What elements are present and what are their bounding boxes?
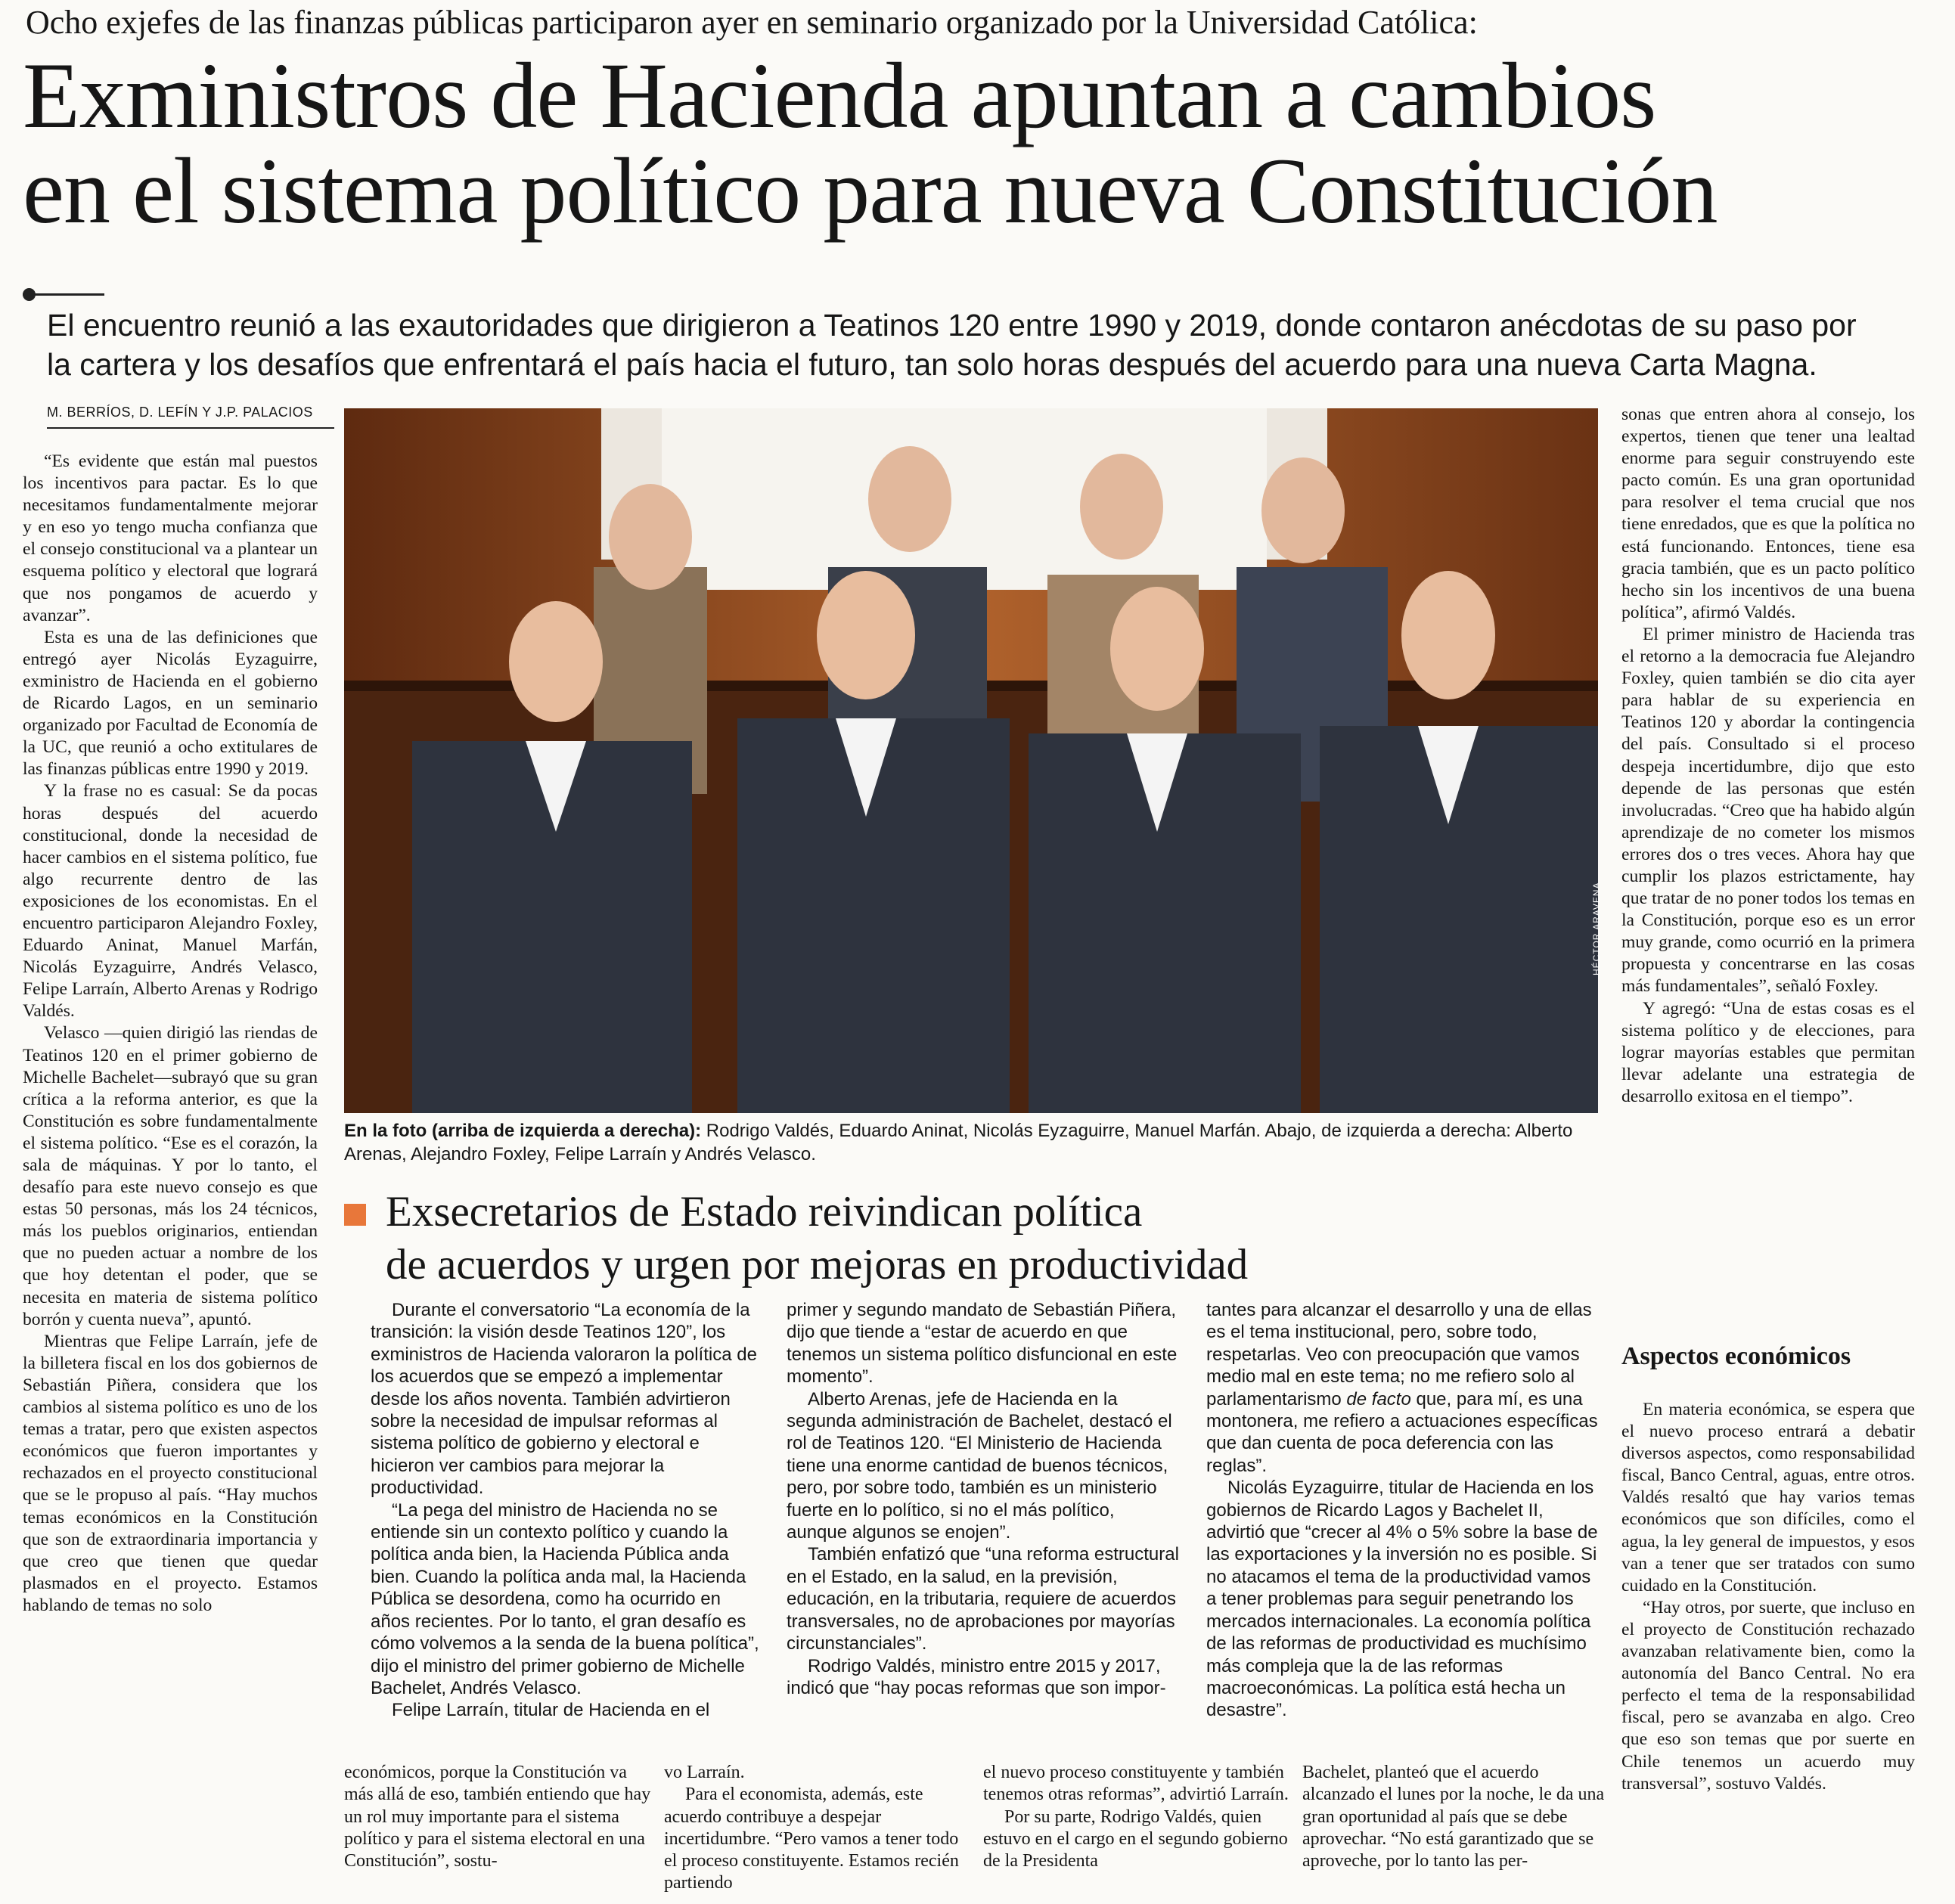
kicker: Ocho exjefes de las finanzas públicas participaron ayer en seminario organizado por la Universidad Católica: [26, 4, 1478, 41]
bullet-dot [23, 288, 36, 301]
box-title-line-2: de acuerdos y urgen por mejoras en productividad [386, 1241, 1249, 1288]
paragraph: “La pega del ministro de Hacienda no se entiende sin un contexto político y cuando la política anda bien, la Hacienda Pública anda bien. Cuando la política anda mal, la Hacienda Pública se desordena, como ha ocurrido en años recientes. Por lo tanto, el gran desafío es cómo volvemos a la senda de la buena política”, dijo el ministro del primer gobierno de Michelle Bachelet, Andrés Velasco. [371, 1499, 759, 1698]
paragraph: Y la frase no es casual: Se da pocas horas después del acuerdo constitucional, donde la necesidad de hacer cambios en el sistema político, fue algo recurrente dentro de las exposiciones de los economistas. En el encuentro participaron Alejandro Foxley, Eduardo Aninat, Manuel Marfán, Nicolás Eyzaguirre, Andrés Velasco, Felipe Larraín, Alberto Arenas y Rodrigo Valdés. [23, 781, 318, 1022]
caption-text: Rodrigo Valdés, Eduardo Aninat, Nicolás Eyzaguirre, Manuel Marfán. Abajo, de izquierda a derecha: Alberto Arenas, Alejandro Foxley, Felipe Larraín y Andrés Velasco. [344, 1121, 1573, 1164]
text-run: que, para mí, es una montonera, me refiero a actuaciones específicas que dan cuenta de poca deferencia con las reglas”. [1206, 1388, 1598, 1476]
subhead-aspectos-economicos: Aspectos económicos [1621, 1342, 1851, 1370]
paragraph: “Hay otros, por suerte, que incluso en el proyecto de Constitución rechazado avanzaban relativamente bien, como la autonomía del Banco Central. No era perfecto el tema de la responsabilidad fiscal, pero se avanzaba en algo. Creo que eso son temas que por suerte en Chile tenemos un acuerdo muy transversal”, sostuvo Valdés. [1621, 1597, 1915, 1794]
paragraph: También enfatizó que “una reforma estructural en el Estado, en la salud, en la previsión, educación, en la tributaria, requiere de acuerdos transversales, no de aprobaciones por mayorías circunstanciales”. [787, 1544, 1179, 1654]
byline: M. BERRÍOS, D. LEFÍN Y J.P. PALACIOS [47, 405, 313, 420]
column-1 [23, 451, 318, 1617]
box-column-2 [787, 1299, 1180, 1699]
caption-label: En la foto (arriba de izquierda a derecha): [344, 1121, 702, 1141]
photo-illustration [344, 408, 1598, 1113]
text-run: tantes para alcanzar el desarrollo y una de ellas es el tema institucional, pero, sobre todo, respetarlas. Veo con preocupación que vamos medio mal en este tema; no me refiero solo al parlamentarismo [1206, 1300, 1592, 1409]
paragraph: En materia económica, se espera que el nuevo proceso entrará a debatir diversos aspectos, como responsabilidad fiscal, Banco Central, aguas, entre otros. Valdés resaltó que hay varios temas económicos que son difíciles, como el agua, la ley general de impuestos, y esos van a tener que ser tratados con sumo cuidado en la Constitución. [1621, 1400, 1915, 1595]
column-6 [1621, 404, 1915, 1108]
headline-line-1: Exministros de Hacienda apuntan a cambios [23, 44, 1656, 147]
box-column-1 [371, 1299, 764, 1722]
paragraph: “Es evidente que están mal puestos los incentivos para pactar. Es lo que necesitamos fundamentalmente mejorar y en eso yo tengo mucha confianza que el consejo constitucional va a plantear un esquema político y electoral que logrará que nos pongamos de acuerdo y avanzar”. [23, 451, 318, 625]
lead-line-1: El encuentro reunió a las exautoridades que dirigieron a Teatinos 120 entre 1990 y 2019, donde contaron anécdotas de su paso por [47, 308, 1857, 343]
headline-line-2: en el sistema político para nueva Constitución [23, 139, 1718, 243]
lead [47, 305, 1907, 384]
byline-rule [47, 427, 334, 429]
paragraph [1206, 1299, 1600, 1477]
paragraph: Felipe Larraín, titular de Hacienda en el [392, 1700, 710, 1721]
paragraph: económicos, porque la Constitución va más allá de eso, también entiendo que hay un rol muy importante para el sistema político y para el sistema electoral en una Constitución”, sostu- [344, 1763, 651, 1871]
paragraph: Para el economista, además, este acuerdo contribuye a despejar incertidumbre. “Pero vamos a tener todo el proceso constituyente. Estamos recién partiendo [664, 1785, 959, 1893]
photo-credit: HÉCTOR ARAVENA [1591, 882, 1602, 975]
paragraph: Rodrigo Valdés, ministro entre 2015 y 2017, indicó que “hay pocas reformas que son impor- [787, 1655, 1166, 1698]
bottom-column-4 [1302, 1762, 1612, 1872]
paragraph: Velasco —quien dirigió las riendas de Teatinos 120 en el primer gobierno de Michelle Bachelet—subrayó que su gran crítica a la reforma anterior, es que la Constitución es sobre fundamentalmente el sistema político. “Ese es el corazón, la sala de máquinas. Y por lo tanto, el desafío para este nuevo consejo es que estas 50 personas, más los 24 técnicos, más los pueblos originarios, entiendan que no pueden actuar a nombre de los que hoy detentan el poder, que se necesita en materia de sistema político borrón y cuenta nueva”, apuntó. [23, 1023, 318, 1329]
headline [23, 44, 1936, 243]
box-column-3 [1206, 1299, 1600, 1722]
paragraph: el nuevo proceso constituyente y también tenemos otras reformas”, advirtió Larraín. [983, 1763, 1289, 1805]
group-photo [344, 408, 1598, 1113]
photo-caption [344, 1119, 1600, 1166]
box-title-line-1: Exsecretarios de Estado reivindican política [386, 1188, 1143, 1236]
column-6-lower [1621, 1399, 1915, 1795]
italic-phrase: de facto [1346, 1388, 1411, 1409]
paragraph: Esta es una de las definiciones que entregó ayer Nicolás Eyzaguirre, exministro de Hacienda en el gobierno de Ricardo Lagos, en un seminario organizado por Facultad de Economía de la UC, que reunió a ocho extitulares de las finanzas públicas entre 1990 y 2019. [23, 627, 318, 780]
paragraph: sonas que entren ahora al consejo, los expertos, tienen que tener una lealtad enorme para seguir construyendo este pacto común. Es una gran oportunidad para resolver el tema crucial que nos tiene enredados, que es que la política no está funcionando. Entonces, tiene esa gracia también, que es un pacto político hecho sin los incentivos de una buena política”, afirmó Valdés. [1621, 405, 1915, 622]
paragraph: Durante el conversatorio “La economía de la transición: la visión desde Teatinos 120”, los exministros de Hacienda valoraron la política de los acuerdos que se empezó a implementar desde los años noventa. También advirtieron sobre la necesidad de impulsar reformas al sistema político de gobierno y electoral e hicieron ver cambios para mejorar la productividad. [371, 1300, 757, 1499]
box-title [386, 1186, 1248, 1292]
bottom-column-3 [983, 1762, 1293, 1872]
lead-line-2: la cartera y los desafíos que enfrentará el país hacia el futuro, tan solo horas después del acuerdo para una nueva Carta Magna. [47, 347, 1817, 382]
bottom-column-2 [664, 1762, 974, 1895]
paragraph: Alberto Arenas, jefe de Hacienda en la segunda administración de Bachelet, destacó el rol de Teatinos 120. “El Ministerio de Hacienda tiene una enorme cantidad de buenos técnicos, pero, por sobre todo, también es un ministerio fuerte en lo político, si no el más político, aunque algunos se enojen”. [787, 1388, 1172, 1543]
paragraph: vo Larraín. [664, 1763, 745, 1782]
paragraph: Bachelet, planteó que el acuerdo alcanzado el lunes por la noche, le da una gran oportunidad al país que se debe aprovechar. “No está garantizado que se aproveche, por lo tanto las per- [1302, 1763, 1605, 1871]
orange-square-marker [344, 1204, 366, 1226]
paragraph: primer y segundo mandato de Sebastián Piñera, dijo que tiende a “estar de acuerdo en que tenemos un sistema político disfuncional en este momento”. [787, 1300, 1178, 1388]
paragraph: El primer ministro de Hacienda tras el retorno a la democracia fue Alejandro Foxley, quien también se dio cita ayer para hablar de su experiencia en Teatinos 120 y abordar la contingencia del país. Consultado si el proceso despeja incertidumbre, dijo que esto depende de las personas que estén involucradas. “Creo que ha habido algún aprendizaje de no cometer los mismos errores dos o tres veces. Ahora hay que cumplir los plazos estrictamente, hay que tratar de no poner todos los temas en la Constitución, porque eso es un error muy grande, como ocurrió en la primera propuesta y concentrarse en las cosas más fundamentales”, señaló Foxley. [1621, 624, 1915, 997]
paragraph: Y agregó: “Una de estas cosas es el sistema político y de elecciones, para lograr mayorías estables que permitan llevar adelante una estrategia de desarrollo exitosa en el tiempo”. [1621, 998, 1915, 1106]
paragraph: Nicolás Eyzaguirre, titular de Hacienda en los gobiernos de Ricardo Lagos y Bachelet II, advirtió que “crecer al 4% o 5% sobre la base de las exportaciones y la inversión no es posible. Si no atacamos el tema de la productividad vamos a tener problemas para seguir penetrando los mercados internacionales. La economía política de las reformas de productividad es muchísimo más compleja que la de las reformas macroeconómicas. La política está hecha un desastre”. [1206, 1478, 1598, 1721]
paragraph: Mientras que Felipe Larraín, jefe de la billetera fiscal en los dos gobiernos de Sebastián Piñera, considera que los cambios al sistema político es uno de los temas a tratar, pero que existen aspectos económicos que fueron importantes y rechazados en el proyecto constitucional que se le propuso al país. “Hay muchos temas económicos en la Constitución que son de extraordinaria importancia y que creo que tienen que quedar plasmados en el proyecto. Estamos hablando de temas no solo [23, 1331, 318, 1615]
paragraph: Por su parte, Rodrigo Valdés, quien estuvo en el cargo en el segundo gobierno de la Presidenta [983, 1806, 1288, 1871]
bottom-column-1 [344, 1762, 654, 1872]
